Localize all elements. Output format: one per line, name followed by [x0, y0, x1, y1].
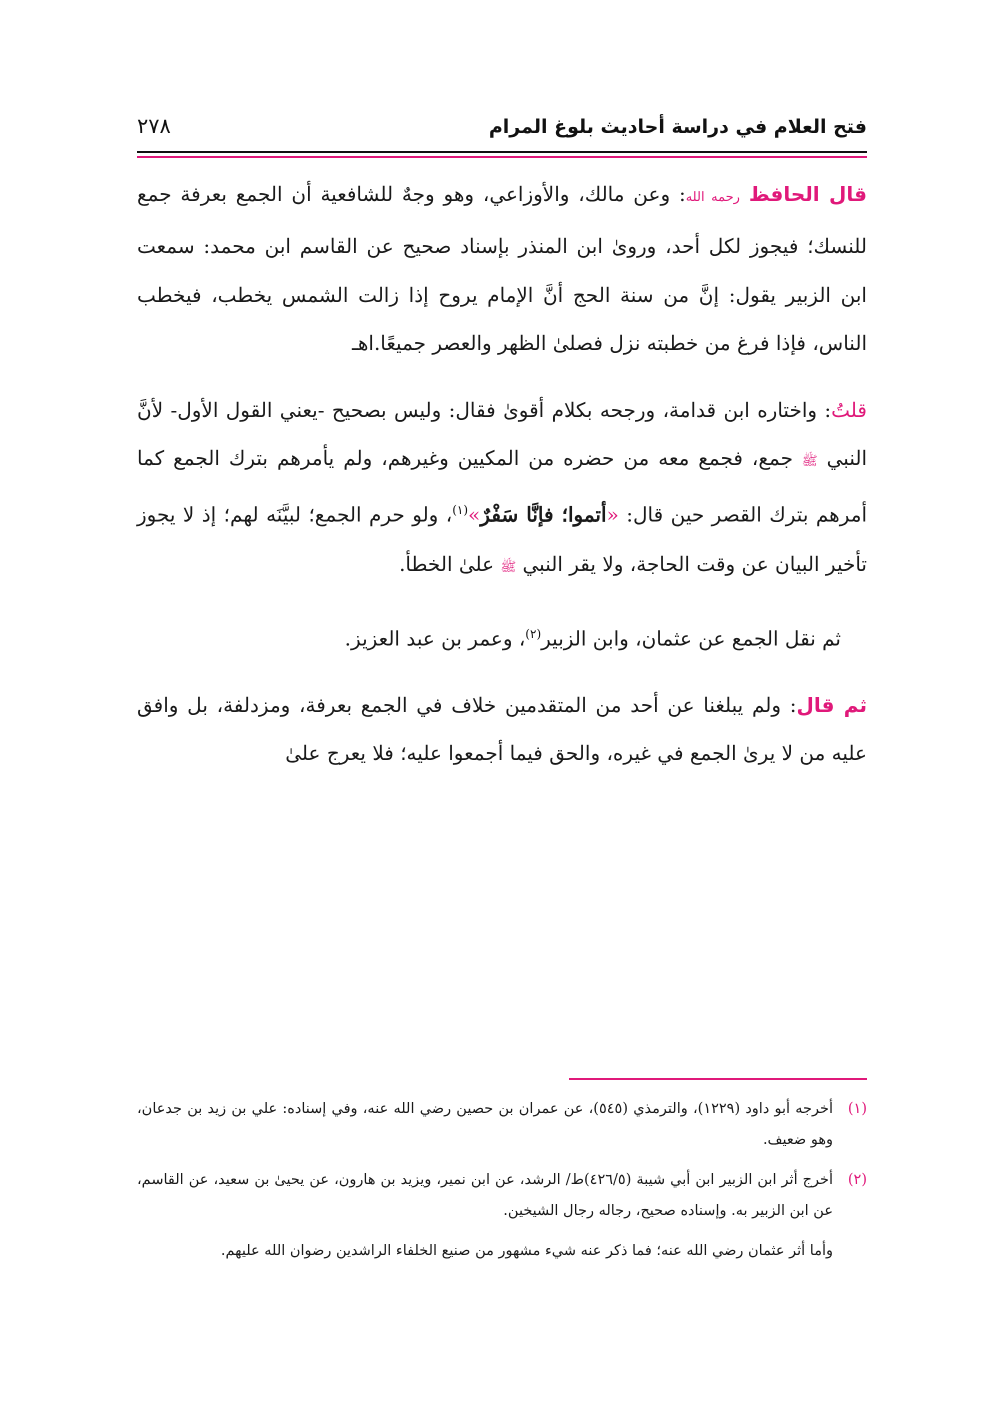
footnote-number: (٢): [847, 1172, 867, 1188]
footnote-2: [137, 1165, 867, 1227]
paragraph-text: ، وعمر بن عبد العزيز.: [344, 626, 526, 651]
paragraph-text: علىٰ الخطأ.: [399, 551, 501, 576]
paragraph-thumma-qal: [137, 681, 867, 778]
footnote-2-continuation: وأما أثر عثمان رضي الله عنه؛ فما ذكر عنه شيء مشهور من صنيع الخلفاء الراشدين رضوان الله عليهم.: [220, 1243, 833, 1259]
paragraph-text: جمع، فجمع معه من حضره من المكيين وغيرهم، ولم يأمرهم بترك الجمع كما أمرهم بترك القصر حين قال:: [137, 446, 867, 528]
author-label: قلتُ: [831, 397, 867, 422]
speaker-label: ثم قال: [796, 692, 867, 717]
running-title: فتح العلام في دراسة أحاديث بلوغ المرام: [488, 116, 867, 138]
paragraph-text: : واختاره ابن قدامة، ورجحه بكلام أقوىٰ فقال: وليس بصحيح -يعني القول الأول- لأنَّ النبي: [137, 397, 867, 471]
paragraph-transmission: [137, 610, 867, 663]
quote-open-mark: «: [606, 503, 619, 528]
paragraph-text: : ولم يبلغنا عن أحد من المتقدمين خلاف في الجمع بعرفة، ومزدلفة، بل وافق عليه من لا يرىٰ الجمع في غيره، والحق فيما أجمعوا عليه؛ فلا يعرج علىٰ: [137, 692, 867, 766]
paragraph-qultu: [137, 386, 867, 592]
hadith-quote: أتموا؛ فإنَّا سَفْرٌ: [480, 503, 607, 528]
paragraph-text: : وعن مالك، والأوزاعي، وهو وجهٌ للشافعية أن الجمع بعرفة جمع للنسك؛ فيجوز لكل أحد، وروىٰ ابن المنذر بإسناد صحيح عن القاسم ابن محمد: سمعت ابن الزبير يقول: إنَّ من سنة الحج أنَّ الإمام يروح إذا زالت الشمس يخطب، فيخطب الناس، فإذا فرغ من خطبته نزل فصلىٰ الظهر والعصر جميعًا.اهـ: [137, 182, 867, 356]
header-rule-accent: [137, 156, 867, 158]
footnote-ref-1[interactable]: (١): [452, 503, 469, 518]
header-rule-top: [137, 151, 867, 153]
main-text: [137, 170, 867, 796]
paragraph-text: ثم نقل الجمع عن عثمان، وابن الزبير: [541, 626, 841, 651]
quote-close-mark: »: [468, 503, 481, 528]
salawat-mark: ﷺ: [801, 454, 818, 470]
paragraph-text: ، ولو حرم الجمع؛ لبيَّنَه لهم؛ إذ لا يجوز تأخير البيان عن وقت الحاجة، ولا يقر النبي: [137, 503, 867, 576]
paragraph-hafiz: [137, 170, 867, 368]
page-number: ٢٧٨: [137, 114, 171, 138]
page-header: [137, 112, 867, 148]
honorific: رحمه الله: [685, 190, 740, 205]
footnote-1: [137, 1094, 867, 1156]
footnotes: [137, 1094, 867, 1267]
salawat-mark: ﷺ: [500, 559, 517, 575]
footnote-text: أخرج أثر ابن الزبير ابن أبي شيبة (٤٢٦/٥)ط/ الرشد، عن ابن نمير، ويزيد بن هارون، عن يحيىٰ بن سعيد، عن القاسم، عن ابن الزبير به. وإسناده صحيح، رجاله رجال الشيخين.: [137, 1172, 834, 1219]
footnote-ref-2[interactable]: (٢): [525, 626, 542, 641]
footnote-text: أخرجه أبو داود (١٢٢٩)، والترمذي (٥٤٥)، عن عمران بن حصين رضي الله عنه، وفي إسناده: علي بن زيد بن جدعان، وهو ضعيف.: [137, 1101, 834, 1148]
footnote-separator: [569, 1078, 867, 1080]
footnote-number: (١): [847, 1101, 867, 1117]
speaker-label: قال الحافظ: [748, 182, 868, 206]
